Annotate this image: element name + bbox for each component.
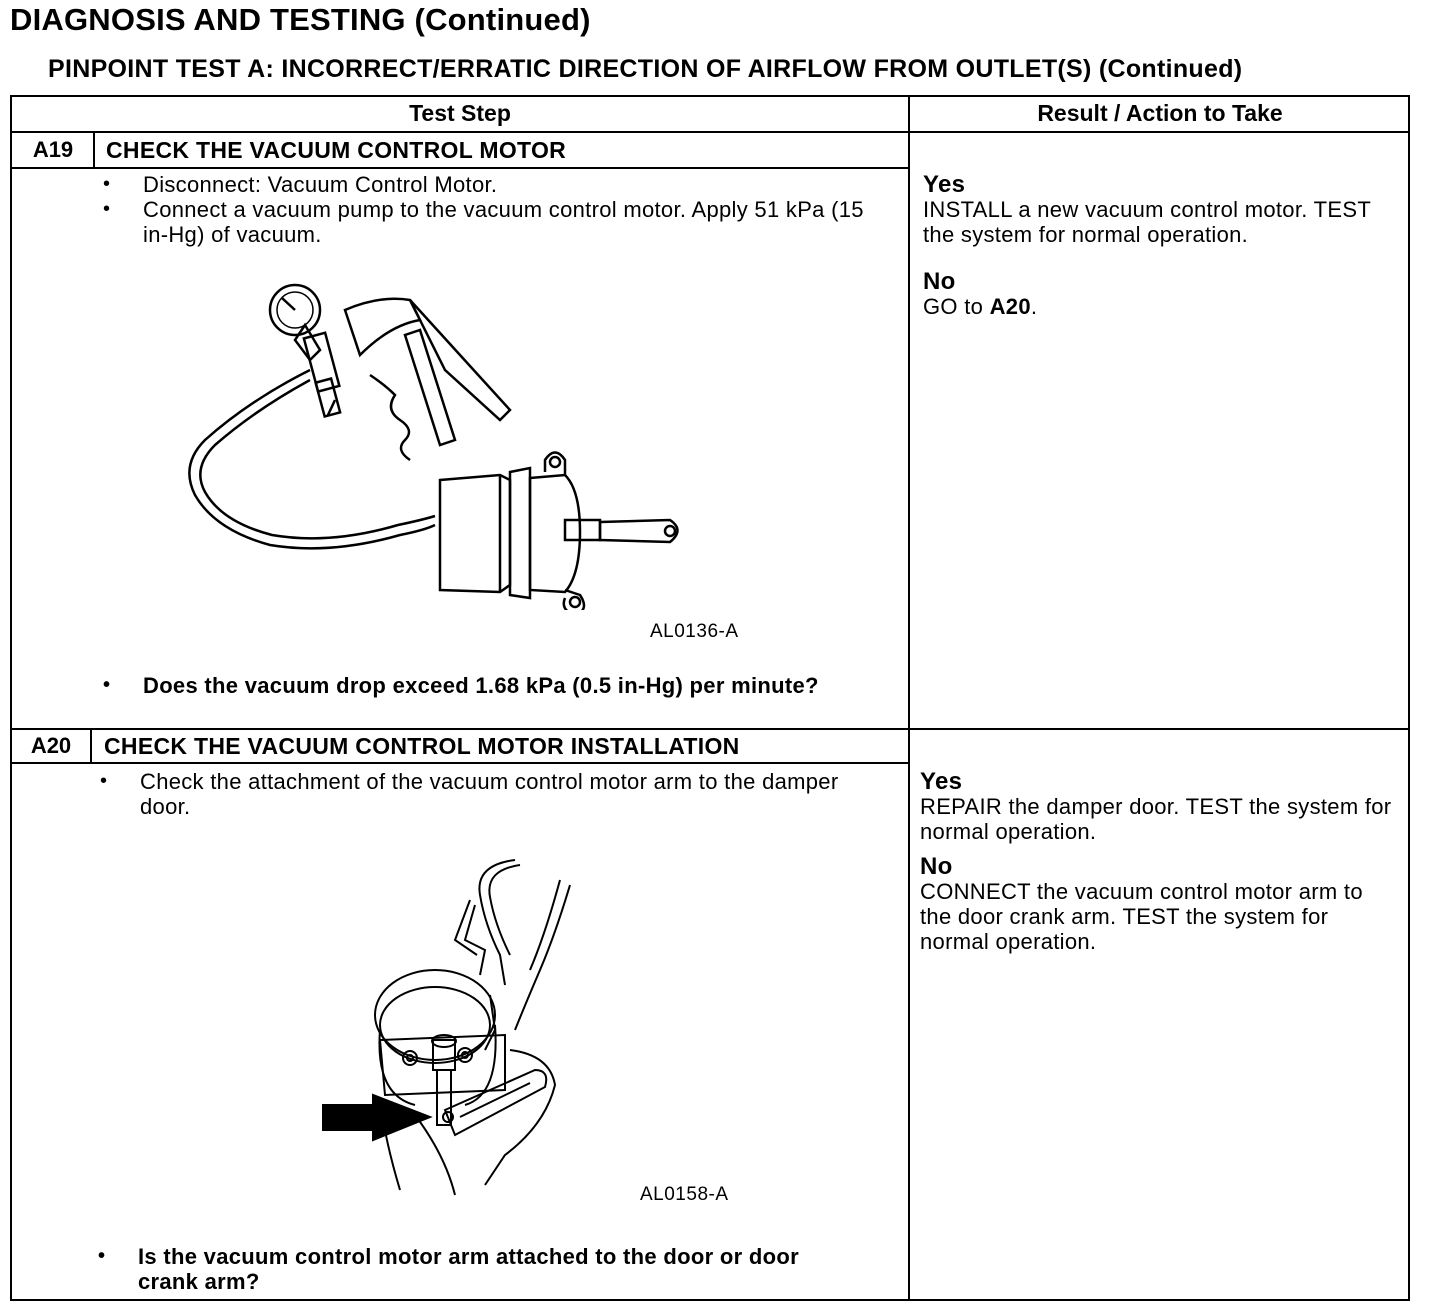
- result-yes-text: REPAIR the damper door. TEST the system for normal operation.: [920, 794, 1392, 844]
- step-reference-a20[interactable]: A20: [989, 294, 1031, 319]
- list-item: • Does the vacuum drop exceed 1.68 kPa (0.5 in-Hg) per minute?: [103, 673, 843, 698]
- header-test-step: Test Step: [409, 100, 511, 126]
- step-a19-instructions: [103, 172, 883, 247]
- result-no-label: No: [920, 853, 953, 880]
- step-a20-instructions: [100, 769, 870, 819]
- step-a19-question: [103, 673, 843, 698]
- result-yes-label: Yes: [920, 768, 963, 795]
- result-no-text: CONNECT the vacuum control motor arm to the door crank arm. TEST the system for normal operation.: [920, 879, 1363, 954]
- page-title: DIAGNOSIS AND TESTING (Continued): [10, 2, 591, 37]
- result-yes-text: INSTALL a new vacuum control motor. TEST the system for normal operation.: [923, 197, 1371, 247]
- figure-code-al0158: AL0158-A: [640, 1184, 729, 1205]
- list-item: • Is the vacuum control motor arm attached to the door or door crank arm?: [98, 1244, 858, 1294]
- results-a20: [920, 769, 1400, 954]
- vacuum-pump-and-control-motor-illustration: [170, 280, 690, 610]
- figure-code-al0136: AL0136-A: [650, 621, 739, 642]
- result-no-text: GO to A20.: [923, 294, 1038, 319]
- step-title-a19: CHECK THE VACUUM CONTROL MOTOR: [106, 137, 567, 163]
- header-result-action: Result / Action to Take: [1037, 100, 1283, 126]
- damper-door-motor-arm-illustration: [305, 855, 625, 1200]
- result-no-label: No: [923, 268, 956, 295]
- result-yes-label: Yes: [923, 171, 966, 198]
- list-item: • Connect a vacuum pump to the vacuum control motor. Apply 51 kPa (15 in-Hg) of vacuum.: [103, 197, 883, 247]
- results-a19: [923, 172, 1383, 341]
- step-id-a19: A19: [32, 137, 74, 162]
- step-title-a20: CHECK THE VACUUM CONTROL MOTOR INSTALLATION: [104, 733, 740, 759]
- step-id-a20: A20: [30, 733, 72, 758]
- pinpoint-test-subtitle: PINPOINT TEST A: INCORRECT/ERRATIC DIRECTION OF AIRFLOW FROM OUTLET(S) (Continued): [48, 55, 1243, 83]
- list-item: • Disconnect: Vacuum Control Motor.: [103, 172, 883, 197]
- step-a20-question: [98, 1244, 858, 1294]
- list-item: • Check the attachment of the vacuum control motor arm to the damper door.: [100, 769, 870, 819]
- test-table: [10, 95, 1410, 1301]
